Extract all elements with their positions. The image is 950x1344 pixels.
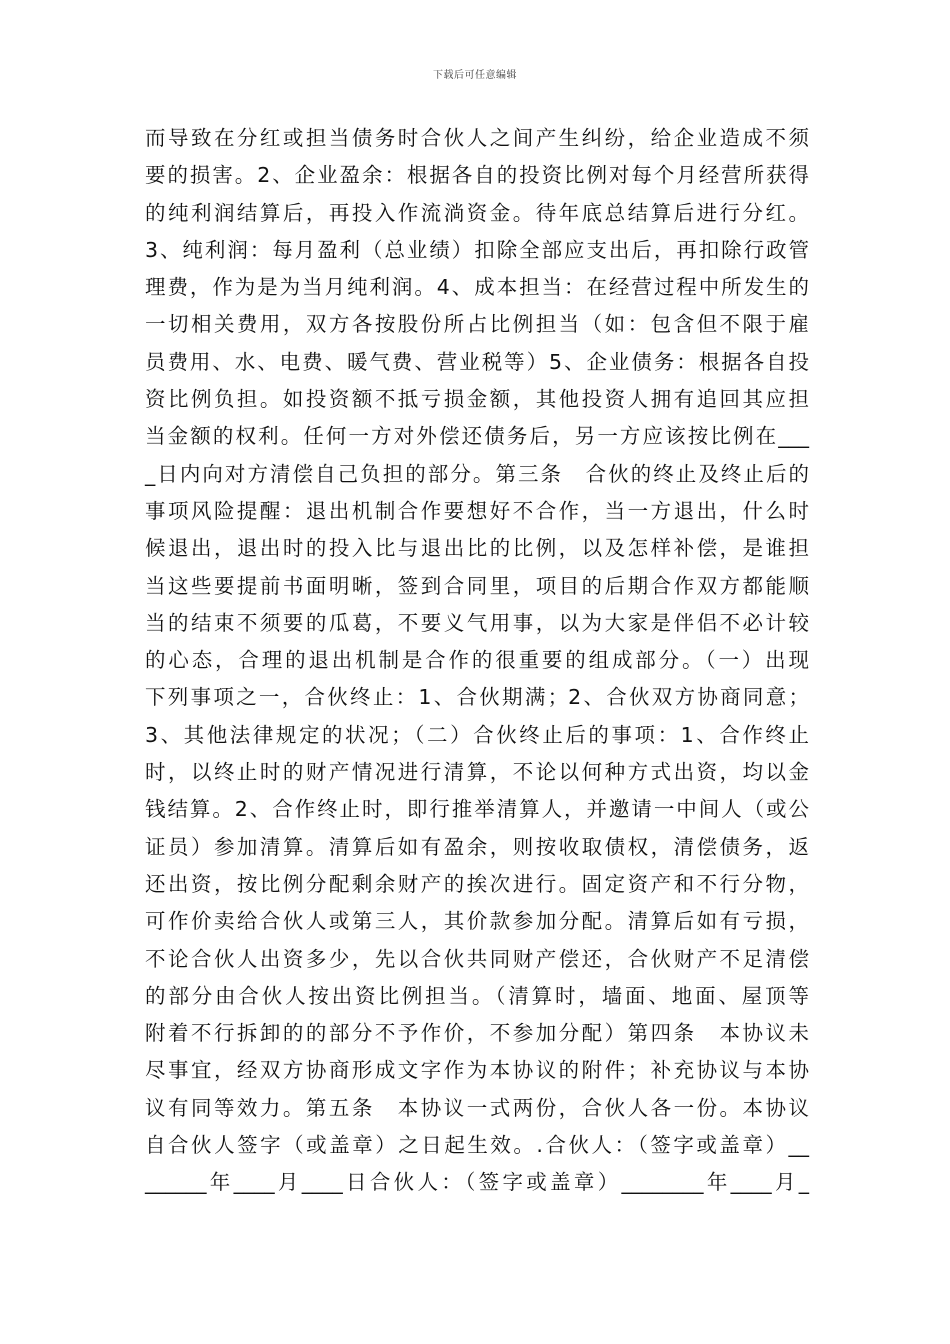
- body-line: 钱结算。2、合作终止时，即行推举清算人，并邀请一中间人（或公: [145, 797, 809, 822]
- body-line: 要的损害。2、企业盈余：根据各自的投资比例对每个月经营所获得: [145, 163, 809, 188]
- body-line: 时，以终止时的财产情况进行清算，不论以何种方式出资，均以金: [145, 760, 809, 785]
- body-line: 证员）参加清算。清算后如有盈余，则按收取债权，清偿债务，返: [145, 834, 809, 859]
- body-line: 3、其他法律规定的状况；（二）合伙终止后的事项：1、合作终止: [145, 722, 809, 747]
- body-line: 议有同等效力。第五条 本协议一式两份，合伙人各一份。本协议: [145, 1095, 809, 1120]
- body-line: 附着不行拆卸的的部分不予作价，不参加分配）第四条 本协议未: [145, 1021, 809, 1046]
- body-line: 资比例负担。如投资额不抵亏损金额，其他投资人拥有追回其应担: [145, 387, 809, 412]
- body-line: 一切相关费用，双方各按股份所占比例担当（如：包含但不限于雇: [145, 312, 809, 337]
- body-line: 当的结束不须要的瓜葛，不要义气用事，以为大家是伴侣不必计较: [145, 610, 809, 635]
- body-line: 而导致在分红或担当债务时合伙人之间产生纠纷，给企业造成不须: [145, 126, 809, 150]
- body-line: 尽事宜，经双方协商形成文字作为本协议的附件；补充协议与本协: [145, 1058, 809, 1083]
- body-line: 下列事项之一，合伙终止：1、合伙期满；2、合伙双方协商同意；: [145, 685, 809, 710]
- document-body: [145, 120, 809, 1202]
- body-line: ______年____月____日合伙人：（签字或盖章）________年____月_: [145, 1170, 809, 1195]
- body-line: 的纯利润结算后，再投入作流淌资金。待年底总结算后进行分红。: [145, 200, 809, 225]
- body-line: 可作价卖给合伙人或第三人，其价款参加分配。清算后如有亏损，: [145, 909, 809, 934]
- body-line: 不论合伙人出资多少，先以合伙共同财产偿还，合伙财产不足清偿: [145, 946, 809, 971]
- body-line: 3、纯利润：每月盈利（总业绩）扣除全部应支出后，再扣除行政管: [145, 237, 809, 262]
- body-line: 还出资，按比例分配剩余财产的挨次进行。固定资产和不行分物，: [145, 871, 809, 896]
- body-line: 员费用、水、电费、暖气费、营业税等）5、企业债务：根据各自投: [145, 349, 809, 374]
- body-line: 候退出，退出时的投入比与退出比的比例，以及怎样补偿，是谁担: [145, 536, 809, 561]
- body-line: 自合伙人签字（或盖章）之日起生效。.合伙人：（签字或盖章）__: [145, 1133, 809, 1158]
- body-line: 理费，作为是为当月纯利润。4、成本担当：在经营过程中所发生的: [145, 275, 809, 300]
- body-line: 当这些要提前书面明晰，签到合同里，项目的后期合作双方都能顺: [145, 573, 809, 598]
- body-line: _日内向对方清偿自己负担的部分。第三条 合伙的终止及终止后的: [145, 461, 809, 486]
- body-line: 的心态，合理的退出机制是合作的很重要的组成部分。（一）出现: [145, 648, 809, 673]
- body-line: 的部分由合伙人按出资比例担当。（清算时，墙面、地面、屋顶等: [145, 983, 809, 1008]
- page-header: 下载后可任意编辑: [433, 70, 517, 81]
- body-line: 事项风险提醒：退出机制合作要想好不合作，当一方退出，什么时: [145, 498, 809, 523]
- body-line: 当金额的权利。任何一方对外偿还债务后，另一方应该按比例在___: [145, 424, 809, 449]
